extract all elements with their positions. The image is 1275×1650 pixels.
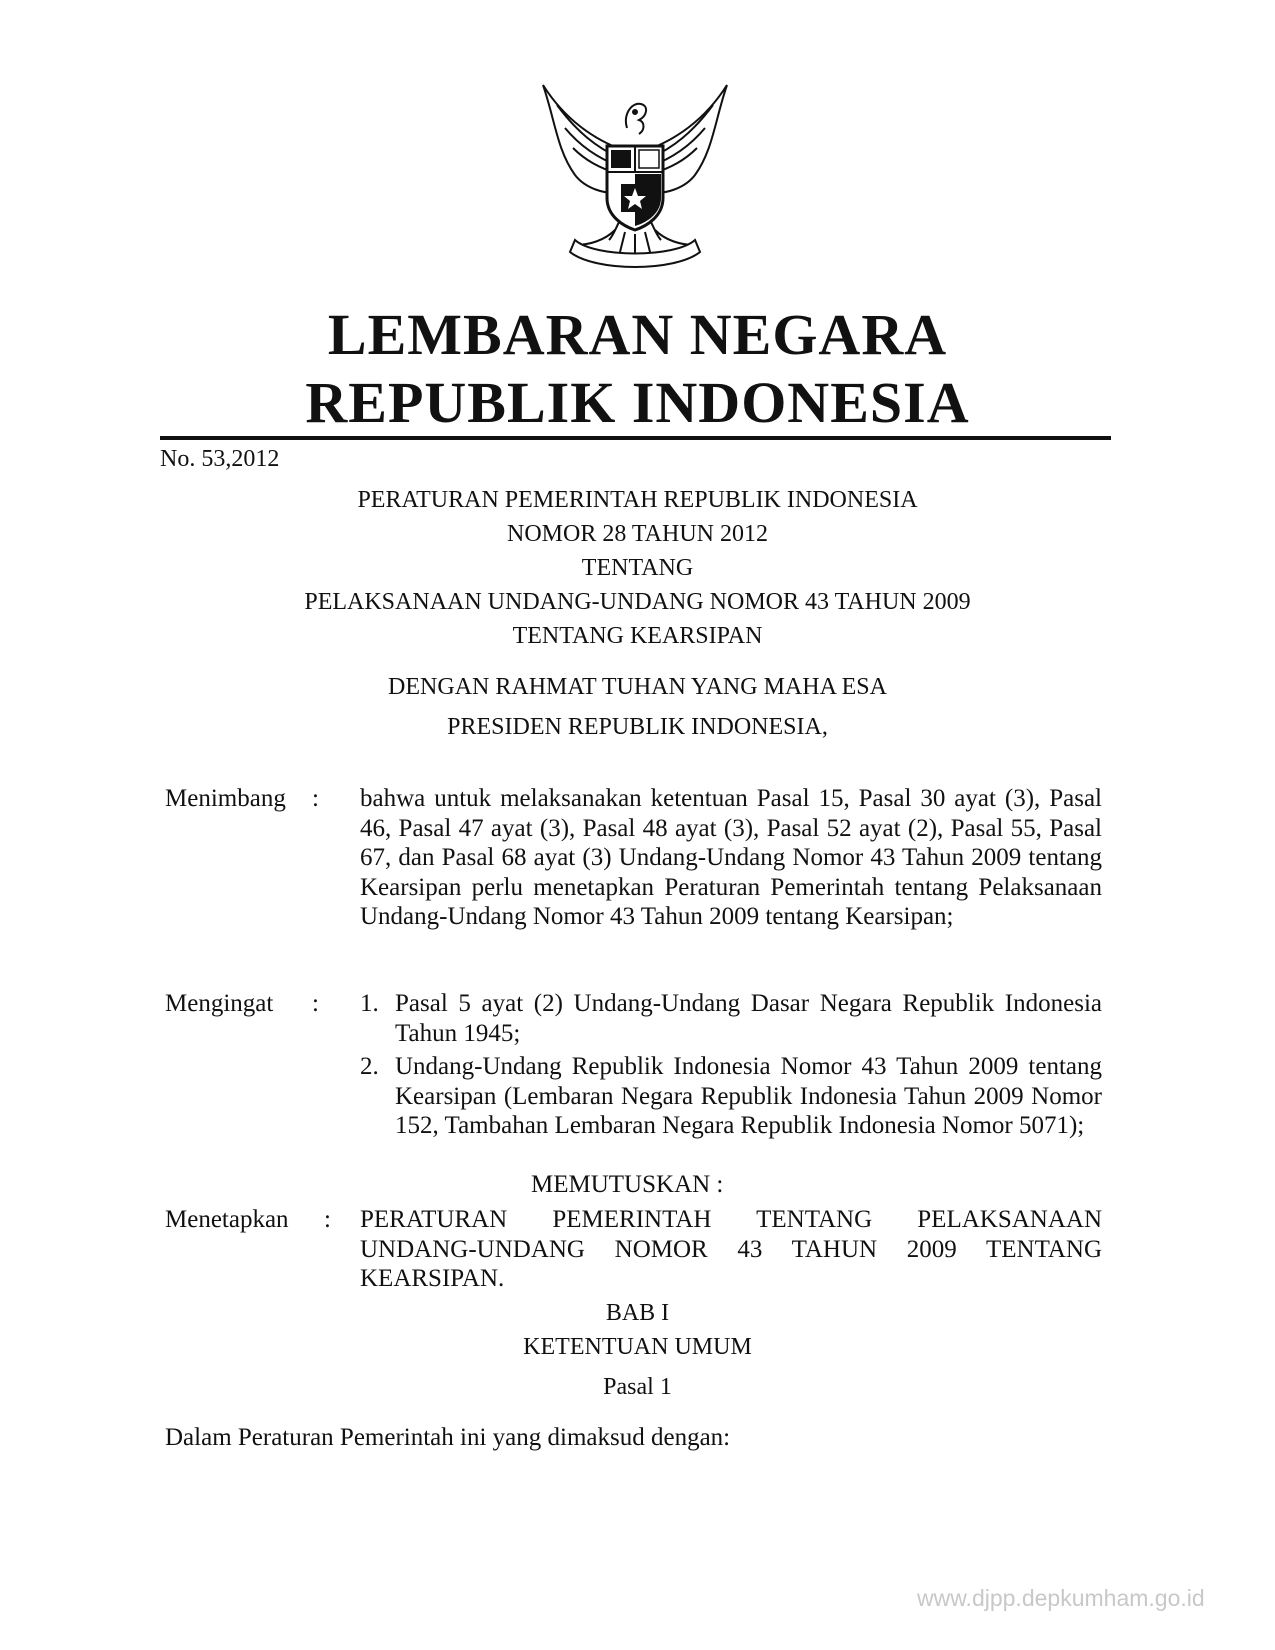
regulation-title-line1: PERATURAN PEMERINTAH REPUBLIK INDONESIA: [357, 487, 918, 513]
garuda-pancasila-emblem-icon: [535, 80, 735, 280]
article-number: Pasal 1: [603, 1374, 672, 1400]
menetapkan-colon: :: [324, 1206, 331, 1233]
mengingat-item-1-text: Pasal 5 ayat (2) Undang-Undang Dasar Negara Republik Indonesia Tahun 1945;: [395, 990, 1102, 1047]
regulation-title-line2: NOMOR 28 TAHUN 2012: [507, 521, 768, 547]
menimbang-label: Menimbang: [165, 785, 286, 812]
mengingat-colon: :: [312, 990, 319, 1017]
memutuskan-heading: MEMUTUSKAN :: [531, 1171, 724, 1198]
menetapkan-text: PERATURAN PEMERINTAH TENTANG PELAKSANAAN UNDANG-UNDANG NOMOR 43 TAHUN 2009 TENTANG KEARSIPAN.: [360, 1206, 1102, 1292]
masthead-title-line2: REPUBLIK INDONESIA: [305, 370, 970, 435]
watermark-url: www.djpp.depkumham.go.id: [917, 1585, 1205, 1611]
chapter-title: KETENTUAN UMUM: [523, 1334, 752, 1360]
regulation-title-line3: TENTANG: [581, 555, 694, 581]
header-rule: [160, 436, 1111, 440]
menimbang-text: bahwa untuk melaksanakan ketentuan Pasal 15, Pasal 30 ayat (3), Pasal 46, Pasal 47 ayat (3), Pasal 48 ayat (3), Pasal 52 ayat (2), Pasal 55, Pasal 67, dan Pasal 68 ayat (3) Undang-Undang Nomor 43 Tahun 2009 tentang Kearsipan perlu menetapkan Peraturan Pemerintah tentang Pelaksanaan Undang-Undang Nomor 43 Tahun 2009 tentang Kearsipan;: [360, 785, 1102, 930]
regulation-title-line5: TENTANG KEARSIPAN: [512, 623, 763, 649]
chapter-number: BAB I: [605, 1300, 670, 1326]
mengingat-label: Mengingat: [165, 990, 274, 1017]
intro-sentence: Dalam Peraturan Pemerintah ini yang dimaksud dengan:: [165, 1424, 731, 1451]
mengingat-item-2-text: Undang-Undang Republik Indonesia Nomor 43 Tahun 2009 tentang Kearsipan (Lembaran Negara Republik Indonesia Tahun 2009 Nomor 152, Tambahan Lembaran Negara Republik Indonesia Nomor 5071);: [395, 1053, 1102, 1139]
menetapkan-label: Menetapkan: [165, 1206, 289, 1233]
preamble-line1: DENGAN RAHMAT TUHAN YANG MAHA ESA: [388, 674, 887, 700]
menimbang-colon: :: [312, 785, 319, 812]
masthead-title-line1: LEMBARAN NEGARA: [327, 302, 948, 367]
issue-number: No. 53,2012: [160, 446, 280, 472]
preamble-line2: PRESIDEN REPUBLIK INDONESIA,: [447, 714, 828, 740]
mengingat-item-2-number: 2.: [360, 1053, 379, 1080]
regulation-title-line4: PELAKSANAAN UNDANG-UNDANG NOMOR 43 TAHUN 2009: [304, 589, 971, 615]
mengingat-item-1-number: 1.: [360, 990, 379, 1017]
